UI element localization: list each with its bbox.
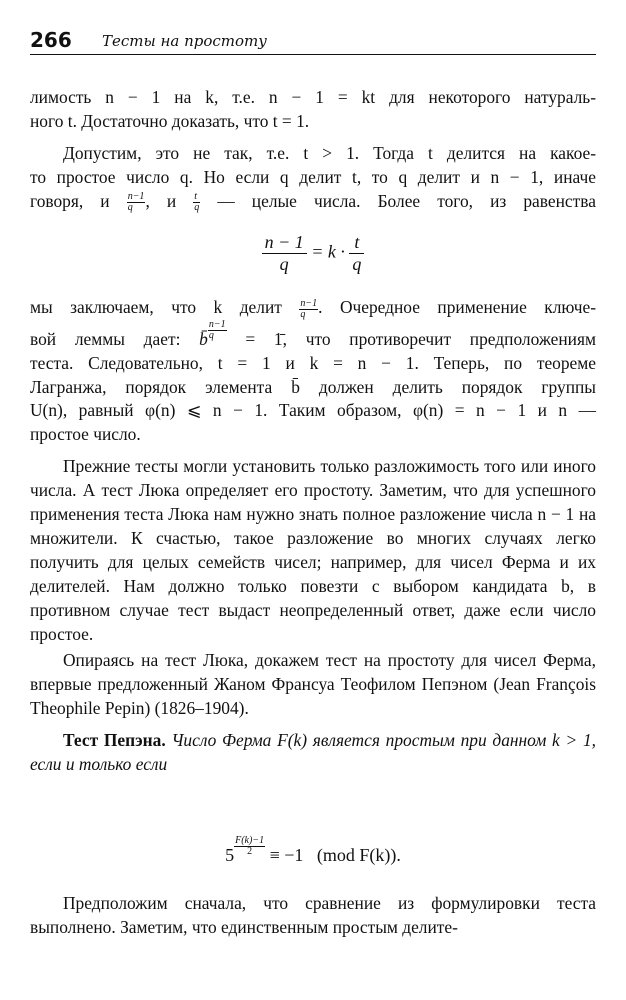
fraction-numerator: t [193,192,200,203]
pepin-congruence: ≡ −1 (mod F(k)). [269,845,401,865]
paragraph-pepin-intro: Опираясь на тест Люка, докажем тест на простоту для чисел Ферма, впервые предложенный Жаном Франсуа Теофилом Пепэном (Jean François Theophile Pepin) (1826–1904). [30,650,596,719]
inline-text: мы заключаем, что k делит [30,297,282,317]
theorem-text: Число Ферма F(k) является простым при данном k > 1, если и только если [30,730,596,775]
equation-left-fraction [262,232,307,275]
fraction-denominator: q [279,254,289,274]
inline-text: = 1̄, что противоречит предположениям [245,328,596,349]
page-header [30,28,596,55]
fraction-denominator: q [300,308,306,320]
b-bar-power [199,318,226,349]
display-equation-pepin [0,836,626,866]
theorem-name: Тест Пепэна. [63,730,166,751]
fraction-numerator: n − 1 [262,232,307,254]
equation-right-fraction [349,232,364,275]
text-line: U(n), равный φ(n) ⩽ n − 1. Таким образом, φ(n) = n − 1 и n — [30,400,596,421]
fraction-denominator: q [208,329,214,341]
paragraph-proof-start: Предположим сначала, что сравнение из формулировки теста выполнено. Заметим, что единственным простым делите- [30,893,596,937]
exponent-fraction [208,320,227,341]
fraction-denominator: q [127,202,133,214]
fraction-denominator: q [194,202,200,214]
text-line: Допустим, это не так, т.е. t > 1. Тогда t делится на какое- [63,142,596,163]
equation-middle: = k · [311,241,345,262]
running-title: Тесты на простоту [102,32,267,50]
text-line: теста. Следовательно, t = 1 и k = n − 1. Теперь, по теореме [30,352,596,373]
fraction-denominator: 2 [247,846,253,857]
text-line [30,320,596,352]
inline-text: , и [145,190,177,211]
fraction-n1-over-q [127,192,146,213]
text-block-middle [30,296,596,777]
text-line: Лагранжа, порядок элемента b̄ должен делить порядок группы [30,376,596,397]
text-line: лимость n − 1 на k, т.е. n − 1 = kt для некоторого натураль- [30,87,596,107]
theorem-statement [30,729,596,777]
text-line: то простое число q. Но если q делит t, то q делит и n − 1, иначе [30,166,596,187]
fraction-denominator: q [352,254,362,274]
pepin-exponent [234,836,265,857]
paragraph-lucas: Прежние тесты могли установить только разложимость того или иного числа. А тест Люка определяет его простоту. Заметим, что для успешного применения теста Люка нам нужно знать полное разложение числа n − 1 на множители. К счастью, такое разложение во многих случаях легко получить для целых семейств чисел; например, для чисел Ферма и их делителей. Нам должно только повезти с выбором кандидата b, в противном случае тест выдаст неопределенный ответ, даже если число простое. [30,456,596,644]
text-block-bottom [30,892,596,940]
fraction-t-over-q [193,192,200,213]
text-line: простое число. [30,424,141,445]
text-line: ного t. Достаточно доказать, что t = 1. [30,110,310,131]
text-line [30,296,596,320]
pepin-base: 5 [225,845,235,865]
text-block-top [30,86,596,214]
display-equation-1 [0,232,626,275]
fraction-n1-over-q [299,299,318,320]
b-bar-base: b̄ [199,328,208,349]
fraction-numerator: n−1 [208,318,226,330]
inline-text: вой леммы дает: [30,328,181,349]
inline-text: . Очередное применение ключе- [318,297,596,317]
inline-text: говоря, и [30,190,110,211]
fraction-numerator: n−1 [127,191,145,203]
fraction-numerator: t [349,232,364,254]
inline-text: — целые числа. Более того, из равенства [217,190,596,211]
fraction-numerator: F(k)−1 [235,835,265,846]
page-number: 266 [30,28,72,52]
text-line [30,190,596,214]
fraction-numerator: n−1 [300,297,318,309]
